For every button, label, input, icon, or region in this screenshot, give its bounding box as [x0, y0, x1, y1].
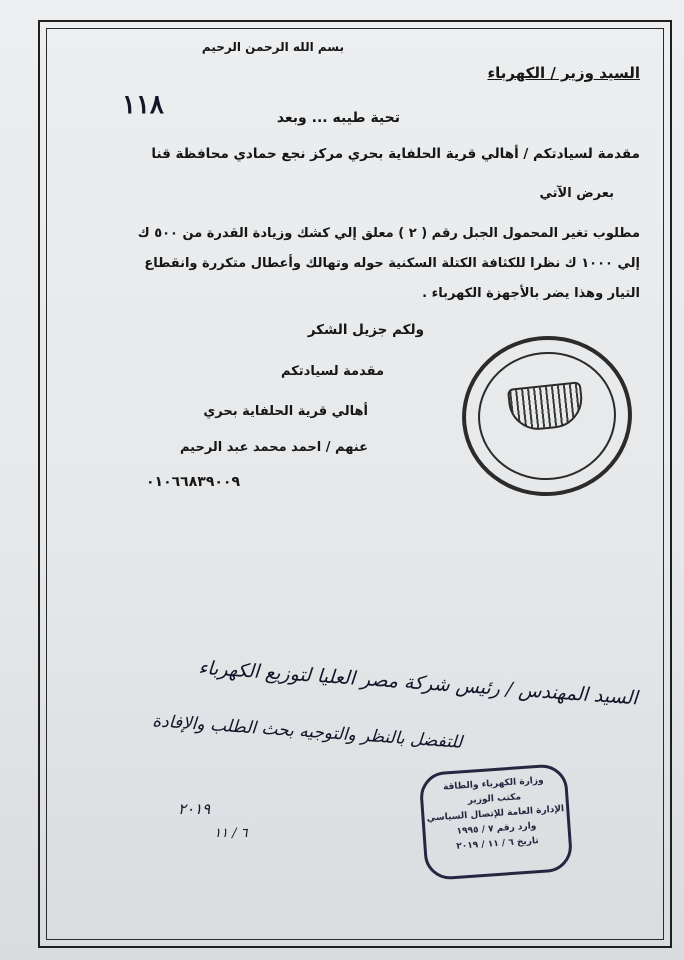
stamp-incoming-number: وارد رقم ٧ / ١٩٩٥: [456, 821, 537, 837]
intro-line: مقدمة لسيادتكم / أهالي قرية الحلفاية بحري مركز نجع حمادي محافظة قنا: [151, 146, 640, 162]
body-line-2: إلي ١٠٠٠ ك نظرا للكثافة الكتلة السكنية حوله وتهالك وأعطال متكررة وانقطاع: [144, 256, 640, 271]
handwritten-note-line-2: للتفضل بالنظر والتوجيه بحث الطلب والإفادة: [151, 711, 463, 753]
stamp-ministry-name: وزارة الكهرباء والطاقة: [442, 775, 544, 793]
handwritten-date-day: ٦ / ١١: [214, 826, 248, 841]
basmala: بسم الله الرحمن الرحيم: [201, 40, 344, 54]
body-line-1: مطلوب تغير المحمول الجبل رقم ( ٢ ) معلق إلي كشك وزيادة القدرة من ٥٠٠ ك: [137, 226, 640, 241]
body-line-3: التيار وهذا يضر بالأجهزة الكهرباء .: [422, 286, 640, 301]
thanks-line: ولكم جزيل الشكر: [307, 322, 424, 338]
present-line: بعرض الآتي: [539, 186, 614, 201]
handwritten-date-year: ٢٠١٩: [178, 800, 211, 818]
phone-number: ٠١٠٦٦٨٣٩٠٠٩: [146, 474, 240, 490]
sender-group: أهالي قرية الحلفاية بحري: [203, 404, 368, 419]
sender-name: عنهم / احمد محمد عبد الرحيم: [179, 440, 368, 455]
stamp-department: الإدارة العامة للإتصال السياسي: [426, 804, 565, 824]
handwritten-note-line-1: السيد المهندس / رئيس شركة مصر العليا لتوزيع الكهرباء: [197, 656, 639, 710]
ministry-registration-stamp: [418, 763, 573, 881]
stamp-date: تاريخ ٦ / ١١ / ٢٠١٩: [456, 836, 540, 852]
greeting-line: تحية طيبه ... وبعد: [276, 110, 400, 126]
reference-number: ١١٨: [122, 90, 164, 120]
recipient-line: السيد وزير / الكهرباء: [487, 64, 640, 82]
stamp-office: مكتب الوزير: [467, 792, 522, 806]
submitted-line: مقدمة لسيادتكم: [281, 364, 384, 379]
